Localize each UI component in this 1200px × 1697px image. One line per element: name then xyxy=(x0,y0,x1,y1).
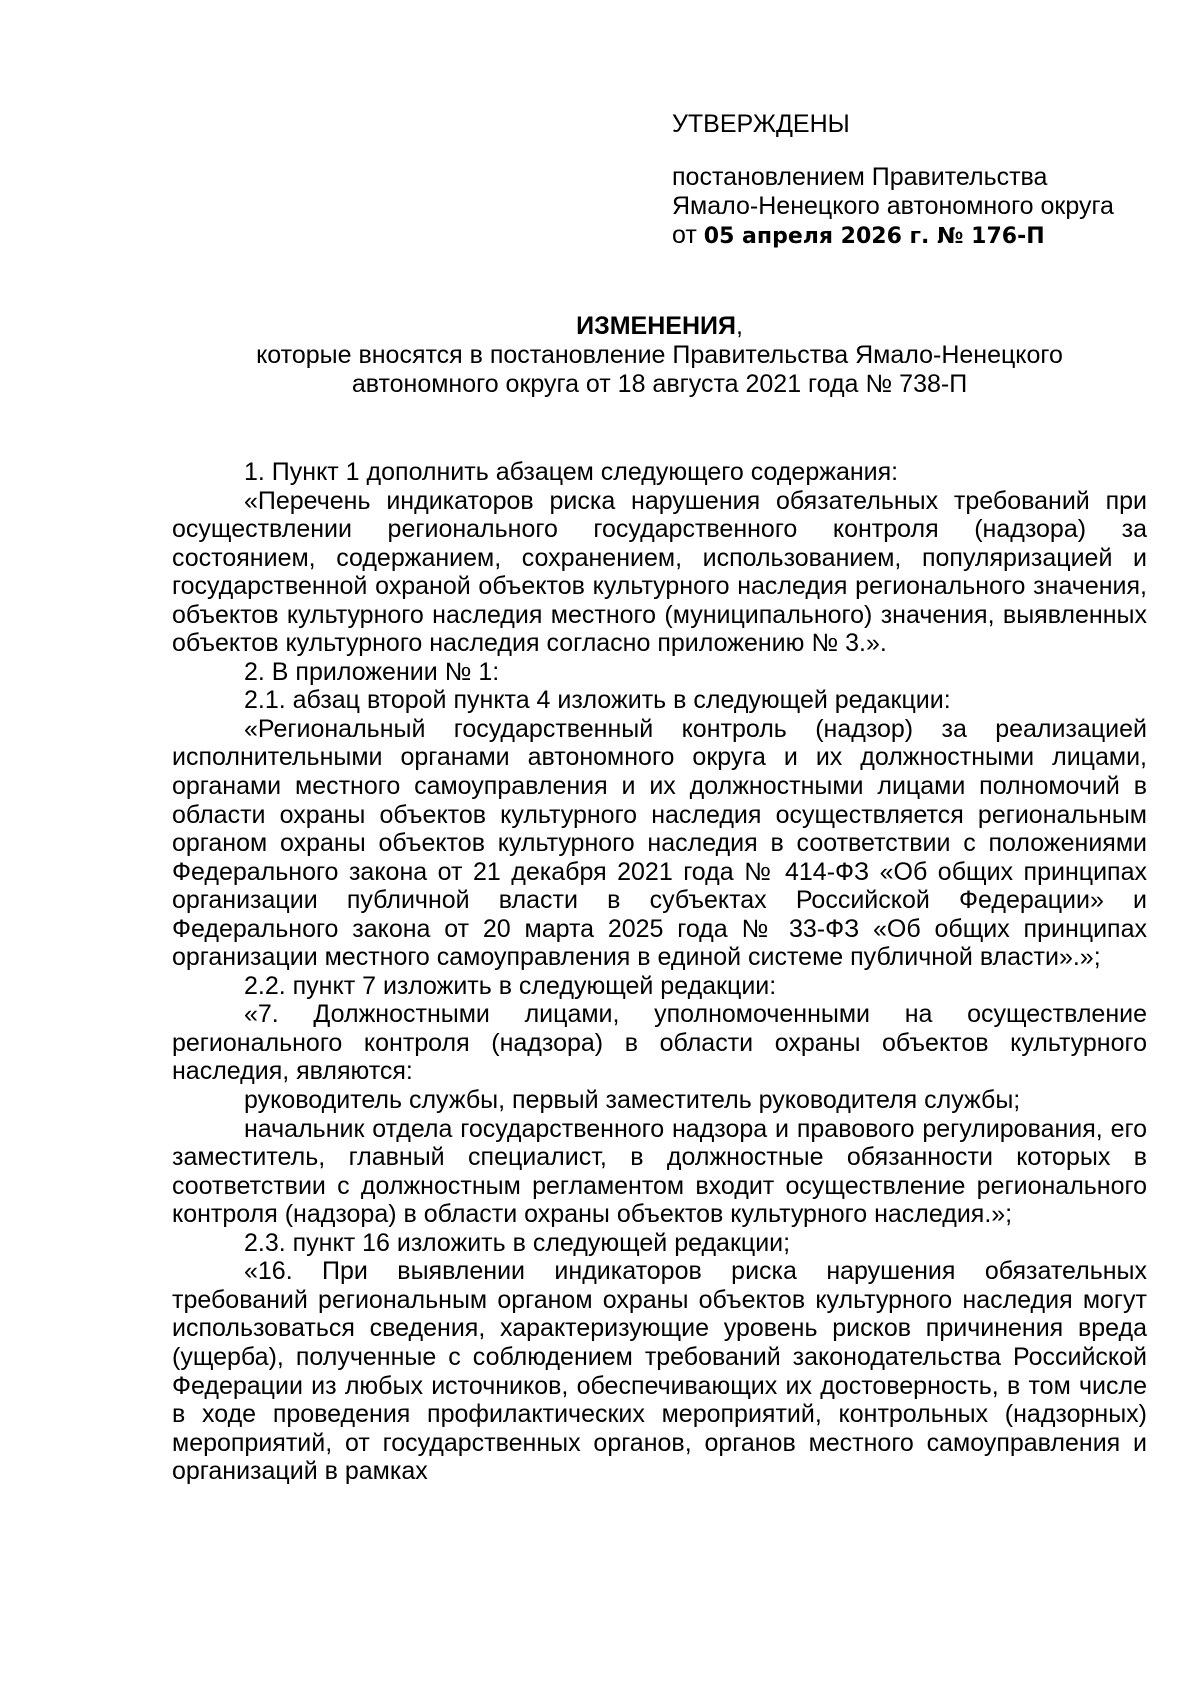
body-paragraph: начальник отдела государственного надзора и правового регулирования, его заместитель, главный специалист, в должностные обязанности которых в соответствии с должностным регламентом входит осуществление регионального контроля (надзора) в области охраны объектов культурного наследия.»; xyxy=(172,1114,1147,1229)
heading-subtitle-line-2: автономного округа от 18 августа 2021 года № 738-П xyxy=(351,370,968,398)
document-body xyxy=(172,458,1147,1486)
approval-date-value: 05 апреля 2026 г. № 176-П xyxy=(703,224,1045,249)
body-paragraph: руководитель службы, первый заместитель руководителя службы; xyxy=(244,1086,1021,1115)
body-paragraph: 2. В приложении № 1: xyxy=(244,657,500,686)
body-paragraph: «Перечень индикаторов риска нарушения обязательных требований при осуществлении регионального государственного контроля (надзора) за состоянием, содержанием, сохранением, использованием, популяризацией и государственной охраной объектов культурного наследия регионального значения, объектов культурного наследия местного (муниципального) значения, выявленных объектов культурного наследия согласно приложению № 3.». xyxy=(172,486,1147,658)
body-paragraph: «16. При выявлении индикаторов риска нарушения обязательных требований региональным органом охраны объектов культурного наследия могут использоваться сведения, характеризующие уровень рисков причинения вреда (ущерба), полученные с соблюдением требований законодательства Российской Федерации из любых источников, обеспечивающих их достоверность, в том числе в ходе проведения профилактических мероприятий, контрольных (надзорных) мероприятий, от государственных органов, органов местного самоуправления и организаций в рамках xyxy=(172,1257,1147,1486)
heading-title: ИЗМЕНЕНИЯ xyxy=(576,312,736,340)
approval-date-line xyxy=(672,221,1172,251)
approval-date-prefix: от xyxy=(672,221,697,249)
approval-stamp-title: УТВЕРЖДЕНЫ xyxy=(672,110,850,138)
document-heading xyxy=(172,312,1147,399)
body-paragraph: 1. Пункт 1 дополнить абзацем следующего содержания: xyxy=(244,458,899,486)
body-paragraph: 2.3. пункт 16 изложить в следующей редакции; xyxy=(244,1228,791,1257)
heading-title-suffix: , xyxy=(735,312,743,340)
heading-subtitle-line-1: которые вносятся в постановление Правительства Ямало-Ненецкого xyxy=(256,341,1063,369)
approval-block xyxy=(672,110,1172,251)
body-paragraph: 2.1. абзац второй пункта 4 изложить в следующей редакции: xyxy=(244,686,951,715)
body-paragraph: «7. Должностными лицами, уполномоченными на осуществление регионального контроля (надзора) в области охраны объектов культурного наследия, являются: xyxy=(172,1000,1147,1086)
body-paragraph: «Региональный государственный контроль (надзор) за реализацией исполнительными органами автономного округа и их должностными лицами, органами местного самоуправления и их должностными лицами полномочий в области охраны объектов культурного наследия осуществляется региональным органом охраны объектов культурного наследия в соответствии с положениями Федерального закона от 21 декабря 2021 года № 414-ФЗ «Об общих принципах организации публичной власти в субъектах Российской Федерации» и Федерального закона от 20 марта 2025 года № 33-ФЗ «Об общих принципах организации местного самоуправления в единой системе публичной власти».»; xyxy=(172,714,1147,972)
body-paragraph: 2.2. пункт 7 изложить в следующей редакции: xyxy=(244,971,777,1000)
approval-line-2: Ямало-Ненецкого автономного округа xyxy=(672,192,1114,220)
approval-line-1: постановлением Правительства xyxy=(672,163,1048,191)
heading-title-line xyxy=(172,312,1147,341)
